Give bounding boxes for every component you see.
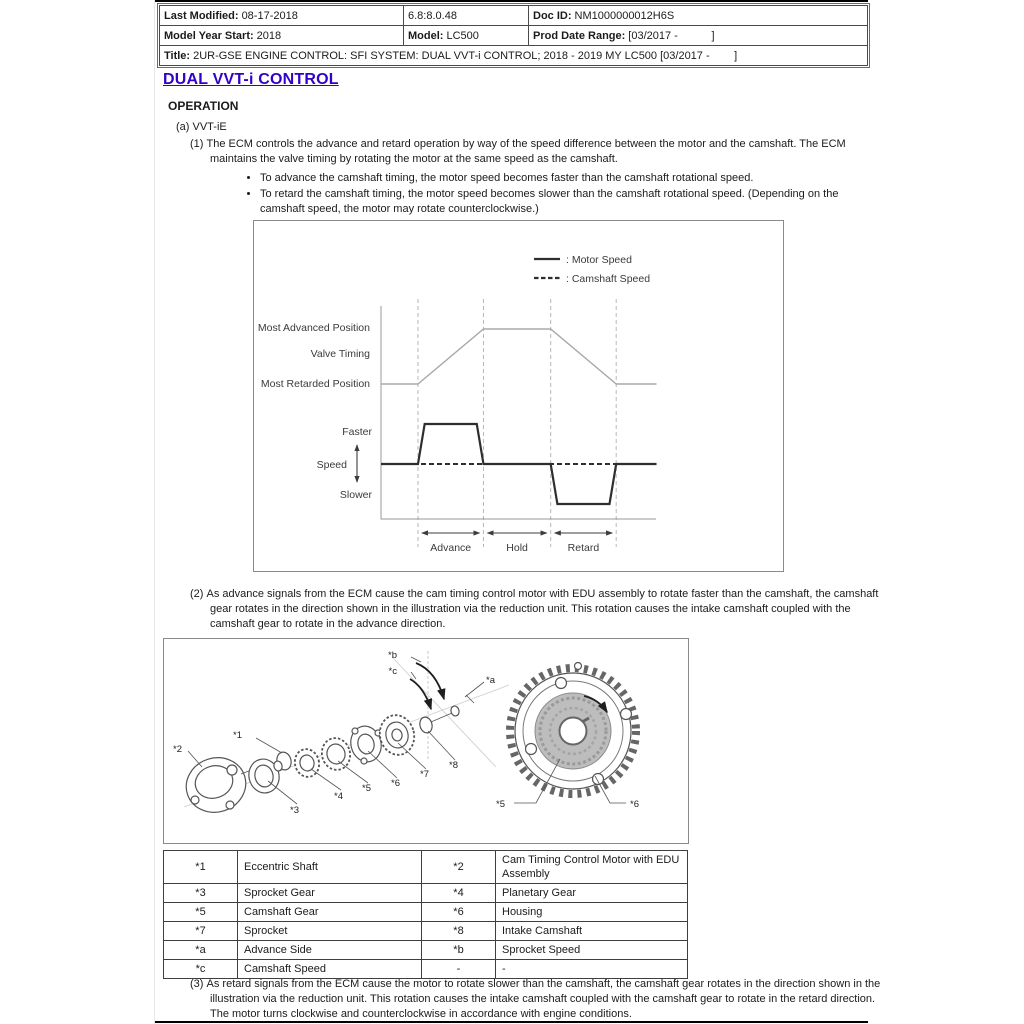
list-item-a: (a) VVT-iE bbox=[176, 121, 227, 133]
parts-table-key: *6 bbox=[422, 903, 496, 922]
callout-5: *5 bbox=[362, 783, 371, 794]
paragraph-3 bbox=[190, 977, 890, 1022]
label-most-retarded: Most Retarded Position bbox=[260, 378, 370, 390]
title-value: 2UR-GSE ENGINE CONTROL: SFI SYSTEM: DUAL VVT-i CONTROL; 2018 - 2019 MY LC500 [03/2017 - ] bbox=[193, 49, 738, 62]
model-year-value: 2018 bbox=[256, 29, 282, 42]
parts-table-value: Planetary Gear bbox=[496, 884, 688, 903]
intake-camshaft-drawing bbox=[418, 705, 460, 734]
valve-timing-trace bbox=[381, 329, 657, 384]
prod-date-value: [03/2017 - ] bbox=[628, 29, 715, 42]
paragraph-1-number: (1) bbox=[190, 138, 204, 150]
front-callout-6: *6 bbox=[630, 799, 639, 810]
parts-table-value: Sprocket bbox=[238, 922, 422, 941]
parts-table-key: *8 bbox=[422, 922, 496, 941]
doc-field-version bbox=[404, 6, 529, 26]
front-callout-5: *5 bbox=[496, 799, 505, 810]
bullet-item-retard: • To retard the camshaft timing, the motor speed becomes slower than the camshaft rotational speed. (Depending on the camshaft speed, the motor may rotate counterclockwise.) bbox=[260, 187, 860, 217]
paragraph-1 bbox=[190, 137, 882, 167]
bullet-item-advance: • To advance the camshaft timing, the motor speed becomes faster than the camshaft rotational speed. bbox=[260, 171, 860, 186]
legend-camshaft-speed-label: : Camshaft Speed bbox=[566, 273, 651, 285]
last-modified-value: 08-17-2018 bbox=[241, 9, 298, 22]
parts-table-row bbox=[164, 884, 688, 903]
label-valve-timing: Valve Timing bbox=[310, 348, 370, 360]
motor-assembly-drawing bbox=[179, 750, 254, 820]
callout-6: *6 bbox=[391, 778, 400, 789]
sprocket-drawing bbox=[376, 711, 419, 758]
doc-meta-table bbox=[157, 3, 870, 68]
label-slower: Slower bbox=[339, 489, 372, 501]
parts-table-row bbox=[164, 922, 688, 941]
doc-field-doc-id bbox=[529, 6, 868, 26]
timing-diagram bbox=[254, 221, 781, 569]
sprocket-speed-arrow bbox=[416, 663, 444, 699]
last-modified-label: Last Modified: bbox=[164, 9, 239, 22]
phase-label: Hold bbox=[506, 542, 528, 554]
parts-table-row bbox=[164, 851, 688, 884]
parts-table-key: *7 bbox=[164, 922, 238, 941]
model-label: Model: bbox=[408, 29, 444, 42]
callout-c: *c bbox=[388, 666, 397, 677]
callout-b: *b bbox=[388, 650, 397, 661]
gear-illustration bbox=[164, 639, 686, 841]
doc-field-last-modified bbox=[160, 6, 404, 26]
parts-table-key: *2 bbox=[422, 851, 496, 884]
phase-label: Advance bbox=[430, 542, 472, 554]
prod-date-label: Prod Date Range: bbox=[533, 29, 626, 42]
bolt-hole bbox=[593, 774, 604, 785]
paragraph-2-text: As advance signals from the ECM cause the cam timing control motor with EDU assembly to rotate faster than the camshaft, the camshaft gear rotates in the direction shown in the illustration via the reduction unit. This rotation causes the intake camshaft coupled with the camshaft gear to rotate in the advance direction. bbox=[206, 588, 879, 630]
bolt-hole bbox=[526, 744, 537, 755]
section-title: OPERATION bbox=[168, 99, 239, 113]
paragraph-2 bbox=[190, 587, 882, 632]
callout-3: *3 bbox=[290, 805, 299, 816]
label-faster: Faster bbox=[342, 426, 372, 438]
parts-table bbox=[163, 850, 688, 979]
parts-table-key: - bbox=[422, 960, 496, 979]
planetary-gear-drawing bbox=[292, 747, 322, 780]
camshaft-gear-drawing bbox=[319, 735, 354, 773]
callout-2: *2 bbox=[173, 744, 182, 755]
paragraph-3-text: As retard signals from the ECM cause the motor to rotate slower than the camshaft, the camshaft gear rotates in the direction shown in the illustration via the reduction unit. This rotation causes the intake camshaft coupled with the camshaft gear to rotate in the retard direction. The motor turns clockwise and counterclockwise in accordance with engine conditions. bbox=[206, 978, 881, 1020]
model-year-label: Model Year Start: bbox=[164, 29, 254, 42]
parts-table-row bbox=[164, 903, 688, 922]
parts-table-value: Eccentric Shaft bbox=[238, 851, 422, 884]
page-title[interactable]: DUAL VVT-i CONTROL bbox=[163, 71, 339, 88]
model-value: LC500 bbox=[446, 29, 479, 42]
paragraph-3-number: (3) bbox=[190, 978, 204, 990]
label-most-advanced: Most Advanced Position bbox=[257, 322, 370, 334]
alignment-hole bbox=[575, 663, 582, 670]
callout-a: *a bbox=[486, 675, 495, 686]
eccentric-shaft-drawing bbox=[273, 751, 293, 772]
parts-table-value: Advance Side bbox=[238, 941, 422, 960]
housing-drawing bbox=[347, 723, 385, 765]
chart-legend bbox=[534, 254, 650, 285]
parts-table-value: Intake Camshaft bbox=[496, 922, 688, 941]
parts-table-row bbox=[164, 960, 688, 979]
callout-1: *1 bbox=[233, 730, 242, 741]
parts-table-value: Camshaft Gear bbox=[238, 903, 422, 922]
callout-7: *7 bbox=[420, 769, 429, 780]
bullet-list bbox=[248, 171, 860, 218]
parts-table-key: *3 bbox=[164, 884, 238, 903]
page-left-edge bbox=[154, 0, 155, 1024]
lower-axis-labels bbox=[317, 426, 373, 501]
bolt-hole bbox=[621, 709, 632, 720]
parts-table-key: *a bbox=[164, 941, 238, 960]
parts-table-key: *5 bbox=[164, 903, 238, 922]
doc-field-prod-date bbox=[529, 26, 868, 46]
doc-field-model bbox=[404, 26, 529, 46]
parts-table-value: Sprocket Speed bbox=[496, 941, 688, 960]
doc-id-value: NM1000000012H6S bbox=[574, 9, 675, 22]
label-speed: Speed bbox=[316, 459, 347, 471]
upper-axis-labels bbox=[258, 322, 370, 390]
paragraph-1-text: The ECM controls the advance and retard operation by way of the speed difference between the motor and the camshaft. The ECM maintains the valve timing by rotating the motor at the same speed as the camshaft. bbox=[206, 138, 846, 165]
parts-table-row bbox=[164, 941, 688, 960]
parts-table-key: *b bbox=[422, 941, 496, 960]
callout-8: *8 bbox=[449, 760, 458, 771]
parts-table-value: Camshaft Speed bbox=[238, 960, 422, 979]
parts-table-key: *4 bbox=[422, 884, 496, 903]
phase-labels bbox=[430, 542, 599, 554]
timing-diagram-box bbox=[253, 220, 784, 572]
bolt-hole bbox=[556, 678, 567, 689]
version-value: 6.8:8.0.48 bbox=[408, 9, 457, 22]
parts-table-value: Housing bbox=[496, 903, 688, 922]
parts-table-key: *1 bbox=[164, 851, 238, 884]
gear-illustration-box bbox=[163, 638, 689, 844]
doc-field-model-year bbox=[160, 26, 404, 46]
parts-table-key: *c bbox=[164, 960, 238, 979]
doc-id-label: Doc ID: bbox=[533, 9, 572, 22]
title-label: Title: bbox=[164, 49, 191, 62]
legend-motor-speed-label: : Motor Speed bbox=[566, 254, 632, 266]
doc-field-title bbox=[160, 46, 868, 66]
chart-axes bbox=[381, 306, 656, 519]
parts-table-value: - bbox=[496, 960, 688, 979]
paragraph-2-number: (2) bbox=[190, 588, 204, 600]
camshaft-gear-front-view bbox=[496, 663, 639, 811]
parts-table-value: Sprocket Gear bbox=[238, 884, 422, 903]
parts-table-value: Cam Timing Control Motor with EDU Assembly bbox=[496, 851, 688, 884]
page-top-rule bbox=[155, 0, 868, 2]
phase-label: Retard bbox=[567, 542, 600, 554]
callout-4: *4 bbox=[334, 791, 343, 802]
